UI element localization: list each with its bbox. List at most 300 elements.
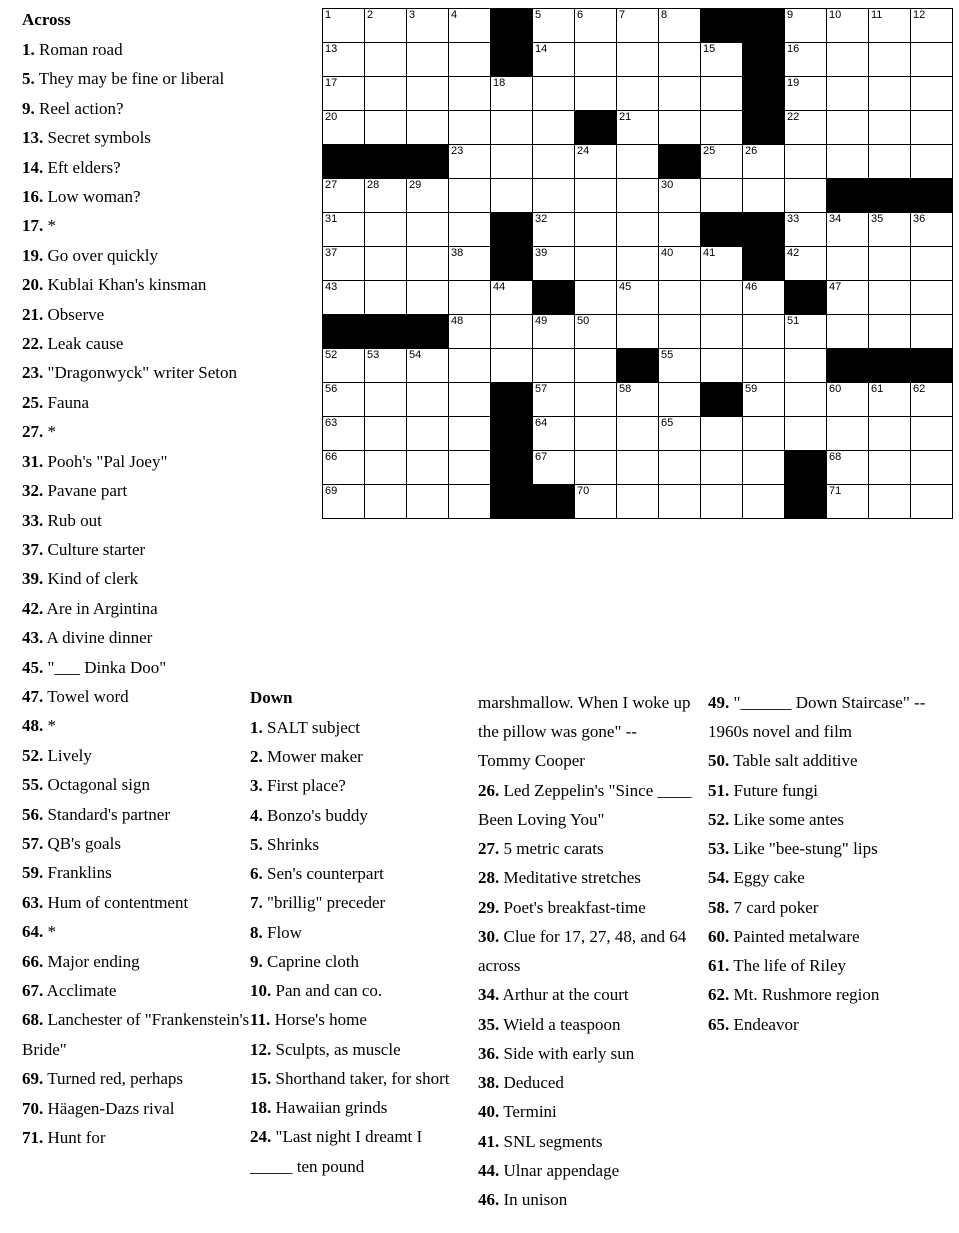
clue-number: 70.: [22, 1098, 44, 1118]
grid-cell[interactable]: [701, 451, 743, 485]
grid-cell[interactable]: [533, 111, 575, 145]
grid-cell[interactable]: [407, 77, 449, 111]
clue-text: "brillig" preceder: [262, 893, 386, 913]
grid-cell[interactable]: [323, 43, 365, 77]
clue-text: Ulnar appendage: [499, 1160, 620, 1180]
clue-text: Pooh's "Pal Joey": [43, 451, 168, 471]
grid-cell[interactable]: [407, 213, 449, 247]
grid-cell[interactable]: [785, 315, 827, 349]
grid-cell[interactable]: [365, 179, 407, 213]
clue-text: Bonzo's buddy: [262, 805, 368, 825]
crossword-grid[interactable]: [322, 8, 953, 519]
grid-cell[interactable]: [575, 485, 617, 519]
grid-cell[interactable]: [785, 179, 827, 213]
grid-cell[interactable]: [617, 383, 659, 417]
grid-row: [323, 213, 953, 247]
grid-cell-number: 23: [451, 145, 464, 157]
clue-item: [708, 834, 938, 863]
grid-cell[interactable]: [659, 383, 701, 417]
grid-cell[interactable]: [785, 77, 827, 111]
grid-cell[interactable]: [323, 213, 365, 247]
grid-cell[interactable]: [365, 43, 407, 77]
grid-cell[interactable]: [743, 315, 785, 349]
grid-block: [365, 145, 407, 179]
grid-cell[interactable]: [869, 213, 911, 247]
grid-cell[interactable]: [449, 315, 491, 349]
grid-block: [491, 383, 533, 417]
clue-text: Kind of clerk: [43, 569, 139, 589]
grid-cell[interactable]: [491, 77, 533, 111]
grid-cell[interactable]: [911, 9, 953, 43]
clue-number: 63.: [22, 892, 44, 912]
grid-cell[interactable]: [449, 145, 491, 179]
grid-cell[interactable]: [701, 111, 743, 145]
grid-cell[interactable]: [323, 77, 365, 111]
clue-number: 59.: [22, 863, 44, 883]
grid-cell[interactable]: [323, 417, 365, 451]
grid-cell[interactable]: [659, 77, 701, 111]
grid-cell[interactable]: [575, 417, 617, 451]
clue-item: [708, 1010, 938, 1039]
grid-cell[interactable]: [575, 247, 617, 281]
clue-text: Wield a teaspoon: [499, 1014, 621, 1034]
grid-row: [323, 43, 953, 77]
clue-number: 64.: [22, 922, 44, 942]
grid-cell[interactable]: [659, 315, 701, 349]
grid-cell-number: 63: [325, 417, 338, 429]
grid-cell-number: 28: [367, 179, 380, 191]
grid-cell[interactable]: [323, 247, 365, 281]
grid-cell[interactable]: [911, 315, 953, 349]
clue-text: Like "bee-stung" lips: [729, 839, 878, 859]
grid-cell[interactable]: [827, 451, 869, 485]
grid-cell[interactable]: [869, 247, 911, 281]
grid-cell[interactable]: [365, 213, 407, 247]
clue-item: [250, 801, 455, 830]
grid-cell[interactable]: [617, 145, 659, 179]
grid-cell[interactable]: [911, 417, 953, 451]
clue-item: [250, 1005, 455, 1034]
grid-table[interactable]: [322, 8, 953, 519]
grid-cell[interactable]: [407, 383, 449, 417]
clue-number: 49.: [708, 693, 730, 712]
clue-text: SALT subject: [262, 718, 361, 737]
grid-block: [785, 485, 827, 519]
grid-cell[interactable]: [659, 111, 701, 145]
clue-number: 29.: [478, 897, 500, 917]
grid-cell[interactable]: [701, 281, 743, 315]
grid-cell[interactable]: [533, 9, 575, 43]
grid-cell[interactable]: [785, 417, 827, 451]
grid-cell[interactable]: [617, 111, 659, 145]
grid-cell[interactable]: [617, 179, 659, 213]
grid-cell-number: 20: [325, 111, 338, 123]
grid-cell[interactable]: [827, 9, 869, 43]
grid-cell[interactable]: [659, 9, 701, 43]
clue-number: 31.: [22, 451, 44, 471]
grid-cell[interactable]: [491, 179, 533, 213]
grid-cell[interactable]: [617, 451, 659, 485]
grid-cell[interactable]: [533, 349, 575, 383]
clue-item: [22, 594, 272, 623]
grid-cell[interactable]: [911, 247, 953, 281]
grid-cell[interactable]: [407, 9, 449, 43]
grid-cell[interactable]: [701, 485, 743, 519]
grid-row: [323, 247, 953, 281]
grid-cell[interactable]: [449, 111, 491, 145]
grid-cell[interactable]: [617, 485, 659, 519]
grid-cell[interactable]: [365, 485, 407, 519]
grid-cell[interactable]: [575, 383, 617, 417]
grid-cell[interactable]: [701, 247, 743, 281]
grid-cell[interactable]: [911, 213, 953, 247]
grid-cell[interactable]: [533, 77, 575, 111]
grid-cell[interactable]: [659, 179, 701, 213]
grid-cell[interactable]: [785, 213, 827, 247]
clue-item: [250, 1064, 455, 1093]
grid-cell[interactable]: [869, 145, 911, 179]
grid-cell[interactable]: [785, 43, 827, 77]
clue-item: [708, 688, 938, 746]
grid-cell-number: 66: [325, 451, 338, 463]
grid-cell[interactable]: [323, 9, 365, 43]
grid-cell[interactable]: [575, 451, 617, 485]
grid-cell[interactable]: [533, 247, 575, 281]
grid-row: [323, 383, 953, 417]
grid-cell[interactable]: [869, 77, 911, 111]
grid-cell[interactable]: [575, 77, 617, 111]
grid-cell[interactable]: [365, 383, 407, 417]
clue-text: Kublai Khan's kinsman: [43, 275, 207, 295]
grid-cell[interactable]: [869, 9, 911, 43]
grid-cell[interactable]: [575, 145, 617, 179]
grid-cell[interactable]: [743, 349, 785, 383]
grid-cell[interactable]: [701, 145, 743, 179]
grid-cell[interactable]: [365, 111, 407, 145]
grid-cell[interactable]: [869, 383, 911, 417]
grid-cell[interactable]: [827, 43, 869, 77]
grid-cell-number: 7: [619, 9, 626, 21]
grid-cell[interactable]: [533, 179, 575, 213]
grid-cell[interactable]: [869, 281, 911, 315]
grid-cell[interactable]: [743, 179, 785, 213]
grid-cell[interactable]: [617, 417, 659, 451]
grid-cell[interactable]: [911, 451, 953, 485]
grid-cell[interactable]: [743, 383, 785, 417]
clue-item: [250, 947, 455, 976]
clue-number: 40.: [478, 1102, 500, 1122]
grid-cell[interactable]: [575, 213, 617, 247]
grid-block: [701, 9, 743, 43]
grid-cell[interactable]: [407, 111, 449, 145]
grid-cell[interactable]: [617, 213, 659, 247]
grid-cell[interactable]: [659, 43, 701, 77]
grid-block: [911, 349, 953, 383]
grid-block: [785, 281, 827, 315]
grid-cell-number: 18: [493, 77, 506, 89]
grid-cell[interactable]: [701, 179, 743, 213]
grid-cell-number: 39: [535, 247, 548, 259]
grid-cell[interactable]: [911, 145, 953, 179]
clue-text: Fauna: [43, 392, 90, 412]
clue-text: Table salt additive: [729, 751, 858, 771]
grid-cell[interactable]: [659, 417, 701, 451]
clue-text: Meditative stretches: [499, 868, 641, 888]
grid-cell[interactable]: [323, 179, 365, 213]
grid-cell[interactable]: [869, 485, 911, 519]
clue-item: [250, 888, 455, 917]
clue-text: Like some antes: [729, 809, 844, 829]
grid-cell[interactable]: [743, 145, 785, 179]
grid-cell[interactable]: [911, 111, 953, 145]
grid-cell[interactable]: [533, 417, 575, 451]
grid-block: [869, 349, 911, 383]
grid-cell[interactable]: [323, 451, 365, 485]
clue-item: [478, 893, 693, 922]
grid-cell[interactable]: [701, 349, 743, 383]
clue-item: [478, 776, 693, 834]
clue-text: Deduced: [499, 1073, 564, 1093]
grid-cell[interactable]: [743, 417, 785, 451]
grid-cell[interactable]: [827, 417, 869, 451]
grid-cell-number: 34: [829, 213, 842, 225]
clue-item: [478, 1156, 693, 1185]
clue-item: [22, 270, 272, 299]
grid-cell[interactable]: [449, 179, 491, 213]
grid-cell[interactable]: [869, 451, 911, 485]
clue-text: Mower maker: [262, 747, 363, 767]
grid-cell[interactable]: [365, 77, 407, 111]
grid-cell-number: 24: [577, 145, 590, 157]
grid-cell[interactable]: [827, 247, 869, 281]
grid-cell[interactable]: [869, 111, 911, 145]
grid-cell[interactable]: [617, 77, 659, 111]
grid-block: [743, 43, 785, 77]
clue-item: [708, 980, 938, 1009]
clue-number: 25.: [22, 392, 44, 412]
grid-block: [407, 315, 449, 349]
grid-cell-number: 2: [367, 9, 374, 21]
grid-cell[interactable]: [449, 77, 491, 111]
grid-block: [911, 179, 953, 213]
grid-cell[interactable]: [533, 383, 575, 417]
grid-cell-number: 68: [829, 451, 842, 463]
grid-cell[interactable]: [449, 451, 491, 485]
clue-number: 2.: [250, 747, 263, 767]
clue-number: 32.: [22, 481, 44, 501]
grid-cell[interactable]: [785, 9, 827, 43]
grid-cell[interactable]: [491, 349, 533, 383]
grid-cell[interactable]: [617, 247, 659, 281]
grid-cell[interactable]: [827, 145, 869, 179]
grid-cell[interactable]: [869, 43, 911, 77]
clue-number: 52.: [708, 809, 730, 829]
down-clues-container-2: [478, 776, 693, 1215]
clue-number: 9.: [22, 98, 35, 118]
grid-cell[interactable]: [785, 383, 827, 417]
grid-cell-number: 29: [409, 179, 422, 191]
grid-cell-number: 44: [493, 281, 506, 293]
clue-item: [478, 980, 693, 1009]
grid-cell[interactable]: [407, 451, 449, 485]
grid-block: [701, 383, 743, 417]
grid-cell[interactable]: [407, 43, 449, 77]
grid-cell[interactable]: [365, 247, 407, 281]
grid-cell[interactable]: [407, 281, 449, 315]
grid-cell[interactable]: [449, 281, 491, 315]
grid-cell[interactable]: [827, 281, 869, 315]
clue-number: 55.: [22, 775, 44, 795]
grid-cell[interactable]: [449, 43, 491, 77]
grid-cell[interactable]: [365, 417, 407, 451]
clue-text: Rub out: [43, 510, 102, 530]
grid-cell[interactable]: [449, 417, 491, 451]
grid-cell[interactable]: [659, 485, 701, 519]
grid-cell[interactable]: [323, 383, 365, 417]
clue-item: [708, 776, 938, 805]
grid-cell[interactable]: [785, 111, 827, 145]
grid-cell[interactable]: [743, 485, 785, 519]
grid-cell[interactable]: [533, 43, 575, 77]
grid-cell[interactable]: [491, 145, 533, 179]
grid-cell-number: 49: [535, 315, 548, 327]
grid-block: [659, 145, 701, 179]
grid-cell[interactable]: [701, 77, 743, 111]
grid-cell[interactable]: [785, 145, 827, 179]
grid-cell[interactable]: [617, 315, 659, 349]
grid-cell-number: 15: [703, 43, 716, 55]
grid-cell[interactable]: [533, 145, 575, 179]
grid-cell[interactable]: [449, 213, 491, 247]
clue-item: [22, 653, 272, 682]
grid-cell[interactable]: [659, 213, 701, 247]
grid-block: [869, 179, 911, 213]
grid-row: [323, 9, 953, 43]
clue-number: 5.: [250, 834, 263, 854]
down-clue-area: [0, 688, 959, 1233]
grid-cell[interactable]: [449, 383, 491, 417]
grid-cell[interactable]: [323, 485, 365, 519]
grid-cell[interactable]: [533, 315, 575, 349]
grid-cell[interactable]: [911, 281, 953, 315]
grid-cell-number: 37: [325, 247, 338, 259]
grid-cell[interactable]: [575, 9, 617, 43]
clue-item: [478, 1185, 693, 1214]
grid-cell[interactable]: [449, 247, 491, 281]
grid-cell[interactable]: [617, 9, 659, 43]
grid-cell[interactable]: [911, 485, 953, 519]
grid-cell[interactable]: [785, 247, 827, 281]
grid-cell[interactable]: [827, 213, 869, 247]
grid-cell-number: 36: [913, 213, 926, 225]
clue-item: [22, 329, 272, 358]
clue-item: [708, 922, 938, 951]
grid-cell[interactable]: [575, 315, 617, 349]
grid-cell[interactable]: [701, 43, 743, 77]
grid-cell[interactable]: [407, 417, 449, 451]
grid-cell[interactable]: [659, 247, 701, 281]
grid-cell[interactable]: [701, 315, 743, 349]
grid-cell[interactable]: [869, 417, 911, 451]
grid-cell[interactable]: [407, 485, 449, 519]
grid-block: [743, 247, 785, 281]
grid-cell[interactable]: [659, 451, 701, 485]
grid-cell[interactable]: [491, 281, 533, 315]
grid-cell[interactable]: [575, 281, 617, 315]
grid-cell[interactable]: [323, 349, 365, 383]
grid-cell[interactable]: [911, 77, 953, 111]
clue-text: Led Zeppelin's "Since ____ Been Loving You": [478, 780, 692, 829]
grid-cell[interactable]: [827, 111, 869, 145]
grid-cell[interactable]: [911, 43, 953, 77]
grid-cell[interactable]: [911, 383, 953, 417]
grid-cell[interactable]: [323, 281, 365, 315]
grid-cell[interactable]: [659, 349, 701, 383]
clue-item: [708, 746, 938, 775]
grid-cell[interactable]: [575, 43, 617, 77]
grid-cell-number: 26: [745, 145, 758, 157]
clue-number: 35.: [478, 1014, 500, 1034]
clue-number: 1.: [22, 40, 35, 59]
grid-cell[interactable]: [617, 43, 659, 77]
grid-cell[interactable]: [491, 315, 533, 349]
grid-cell[interactable]: [659, 281, 701, 315]
grid-cell[interactable]: [365, 9, 407, 43]
grid-cell[interactable]: [827, 77, 869, 111]
grid-row: [323, 77, 953, 111]
grid-cell[interactable]: [827, 485, 869, 519]
clue-item: [478, 1097, 693, 1126]
grid-cell[interactable]: [365, 349, 407, 383]
grid-cell[interactable]: [449, 485, 491, 519]
clue-number: 30.: [478, 926, 500, 946]
grid-cell[interactable]: [323, 111, 365, 145]
grid-cell[interactable]: [407, 349, 449, 383]
grid-cell[interactable]: [785, 349, 827, 383]
grid-row: [323, 315, 953, 349]
grid-cell-number: 42: [787, 247, 800, 259]
grid-cell[interactable]: [533, 213, 575, 247]
grid-cell[interactable]: [491, 111, 533, 145]
grid-cell[interactable]: [617, 281, 659, 315]
grid-cell[interactable]: [533, 451, 575, 485]
grid-cell-number: 65: [661, 417, 674, 429]
clue-number: 20.: [22, 275, 44, 295]
clue-number: 5.: [22, 69, 35, 89]
grid-cell[interactable]: [449, 349, 491, 383]
grid-cell[interactable]: [407, 179, 449, 213]
grid-cell[interactable]: [575, 349, 617, 383]
grid-cell-number: 43: [325, 281, 338, 293]
clue-item: [250, 918, 455, 947]
grid-cell-number: 46: [745, 281, 758, 293]
grid-block: [743, 111, 785, 145]
grid-cell[interactable]: [365, 281, 407, 315]
grid-cell-number: 5: [535, 9, 542, 21]
grid-cell[interactable]: [743, 451, 785, 485]
grid-cell[interactable]: [407, 247, 449, 281]
grid-block: [365, 315, 407, 349]
grid-cell[interactable]: [743, 281, 785, 315]
grid-cell[interactable]: [827, 315, 869, 349]
grid-cell[interactable]: [827, 383, 869, 417]
grid-cell[interactable]: [869, 315, 911, 349]
grid-cell[interactable]: [365, 451, 407, 485]
clue-text: *: [43, 422, 56, 442]
grid-cell[interactable]: [701, 417, 743, 451]
grid-cell[interactable]: [449, 9, 491, 43]
grid-cell[interactable]: [575, 179, 617, 213]
